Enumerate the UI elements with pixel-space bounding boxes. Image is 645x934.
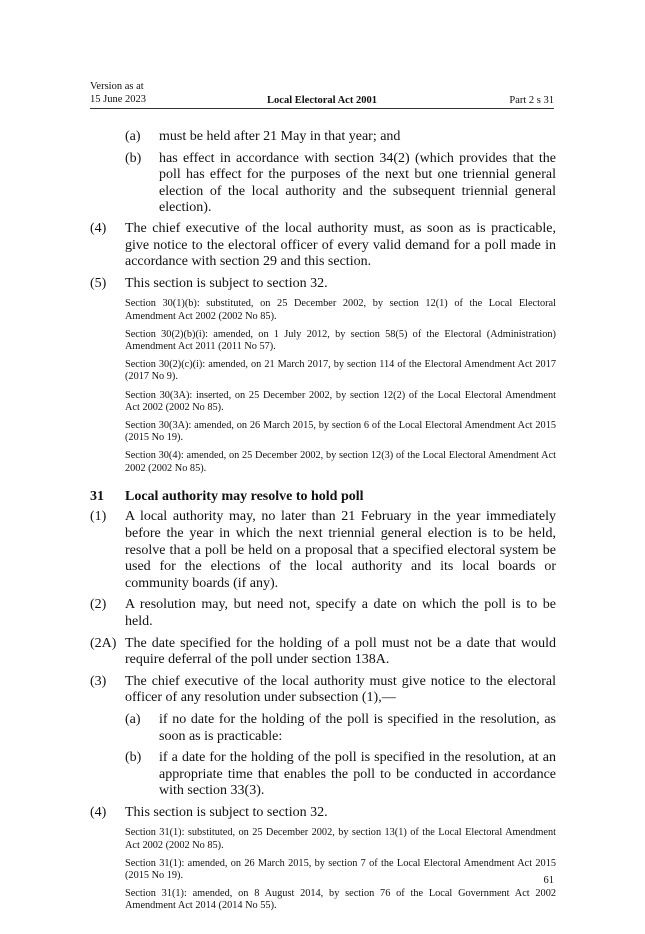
subsection-number: (3) [90, 673, 107, 689]
subsection-text: This section is subject to section 32. [125, 275, 328, 291]
section-title: Local authority may resolve to hold poll [125, 488, 364, 504]
subsection-text: This section is subject to section 32. [125, 804, 328, 820]
subsection [90, 805, 556, 822]
running-header [90, 81, 554, 107]
subsection-number: (2A) [90, 635, 117, 651]
amendment-notes [125, 298, 556, 474]
subsection [90, 276, 556, 293]
item-number: (b) [125, 150, 142, 166]
amendment-notes [125, 827, 556, 912]
amendment-note: Section 30(2)(c)(i): amended, on 21 March 2017, by section 114 of the Electoral Amendment Act 2017 (2017 No 9). [125, 359, 556, 383]
item-text: has effect in accordance with section 34(2) (which provides that the poll has effect for the purposes of the next but one triennial general election of the local authority and the subsequent triennial general election). [159, 150, 556, 216]
amendment-note: Section 30(1)(b): substituted, on 25 December 2002, by section 12(1) of the Local Electoral Amendment Act 2002 (2002 No 85). [125, 298, 556, 322]
subsection-number: (4) [90, 220, 107, 236]
page-number: 61 [543, 875, 554, 886]
amendment-note: Section 31(1): substituted, on 25 December 2002, by section 13(1) of the Local Electoral Amendment Act 2002 (2002 No 85). [125, 827, 556, 851]
item-text: if a date for the holding of the poll is specified in the resolution, at an appropriate time that enables the poll to be conducted in accordance with section 33(3). [159, 750, 556, 799]
amendment-note: Section 31(1): amended, on 8 August 2014, by section 76 of the Local Government Act 2002 Amendment Act 2014 (2014 No 55). [125, 888, 556, 912]
subsection [90, 636, 556, 669]
section-number: 31 [90, 488, 104, 504]
section-heading [90, 489, 556, 506]
subsection-text: The date specified for the holding of a poll must not be a date that would require deferral of the poll under section 138A. [125, 635, 556, 668]
header-rule [90, 108, 554, 109]
subsection-number: (4) [90, 804, 107, 820]
amendment-note: Section 30(3A): inserted, on 25 December 2002, by section 12(2) of the Local Electoral Amendment Act 2002 (2002 No 85). [125, 389, 556, 413]
item-text: if no date for the holding of the poll is specified in the resolution, as soon as is practicable: [159, 711, 556, 744]
subsection-text: The chief executive of the local authority must, as soon as is practicable, give notice to the electoral officer of every valid demand for a poll made in accordance with section 29 and this section. [125, 220, 556, 270]
part-reference: Part 2 s 31 [509, 94, 554, 106]
amendment-note: Section 30(2)(b)(i): amended, on 1 July 2012, by section 58(5) of the Electoral (Administration) Amendment Act 2011 (2011 No 57). [125, 328, 556, 352]
item-number: (a) [125, 129, 141, 144]
item-number: (a) [125, 711, 141, 727]
list-item [125, 151, 556, 217]
subsection [90, 509, 556, 592]
version-label: Version as at [90, 81, 144, 92]
subsection [90, 597, 556, 630]
list-item [125, 750, 556, 800]
subsection-text: The chief executive of the local authority must give notice to the electoral officer of any resolution under subsection (1),— [125, 673, 556, 706]
subsection-text: A local authority may, no later than 21 February in the year immediately before the year in which the next triennial general election is to be held, resolve that a poll be held on a proposal that a specified electoral system be used for the elections of the local authority and its local boards or community boards (if any). [125, 509, 556, 591]
page-body [90, 129, 556, 919]
version-date: 15 June 2023 [90, 93, 146, 105]
amendment-note: Section 31(1): amended, on 26 March 2015, by section 7 of the Local Electoral Amendment Act 2015 (2015 No 19). [125, 857, 556, 882]
list-item [125, 712, 556, 745]
item-text: must be held after 21 May in that year; and [159, 129, 401, 144]
subsection-text: A resolution may, but need not, specify a date on which the poll is to be held. [125, 597, 556, 629]
subsection-number: (1) [90, 509, 107, 525]
subsection [90, 674, 556, 707]
subsection [90, 221, 556, 271]
list-item [125, 129, 556, 146]
amendment-note: Section 30(3A): amended, on 26 March 2015, by section 6 of the Local Electoral Amendment Act 2015 (2015 No 19). [125, 419, 556, 444]
subsection-number: (2) [90, 597, 107, 613]
subsection-number: (5) [90, 275, 107, 291]
act-title: Local Electoral Act 2001 [267, 94, 377, 106]
amendment-note: Section 30(4): amended, on 25 December 2002, by section 12(3) of the Local Electoral Amendment Act 2002 (2002 No 85). [125, 450, 556, 474]
item-number: (b) [125, 750, 142, 766]
